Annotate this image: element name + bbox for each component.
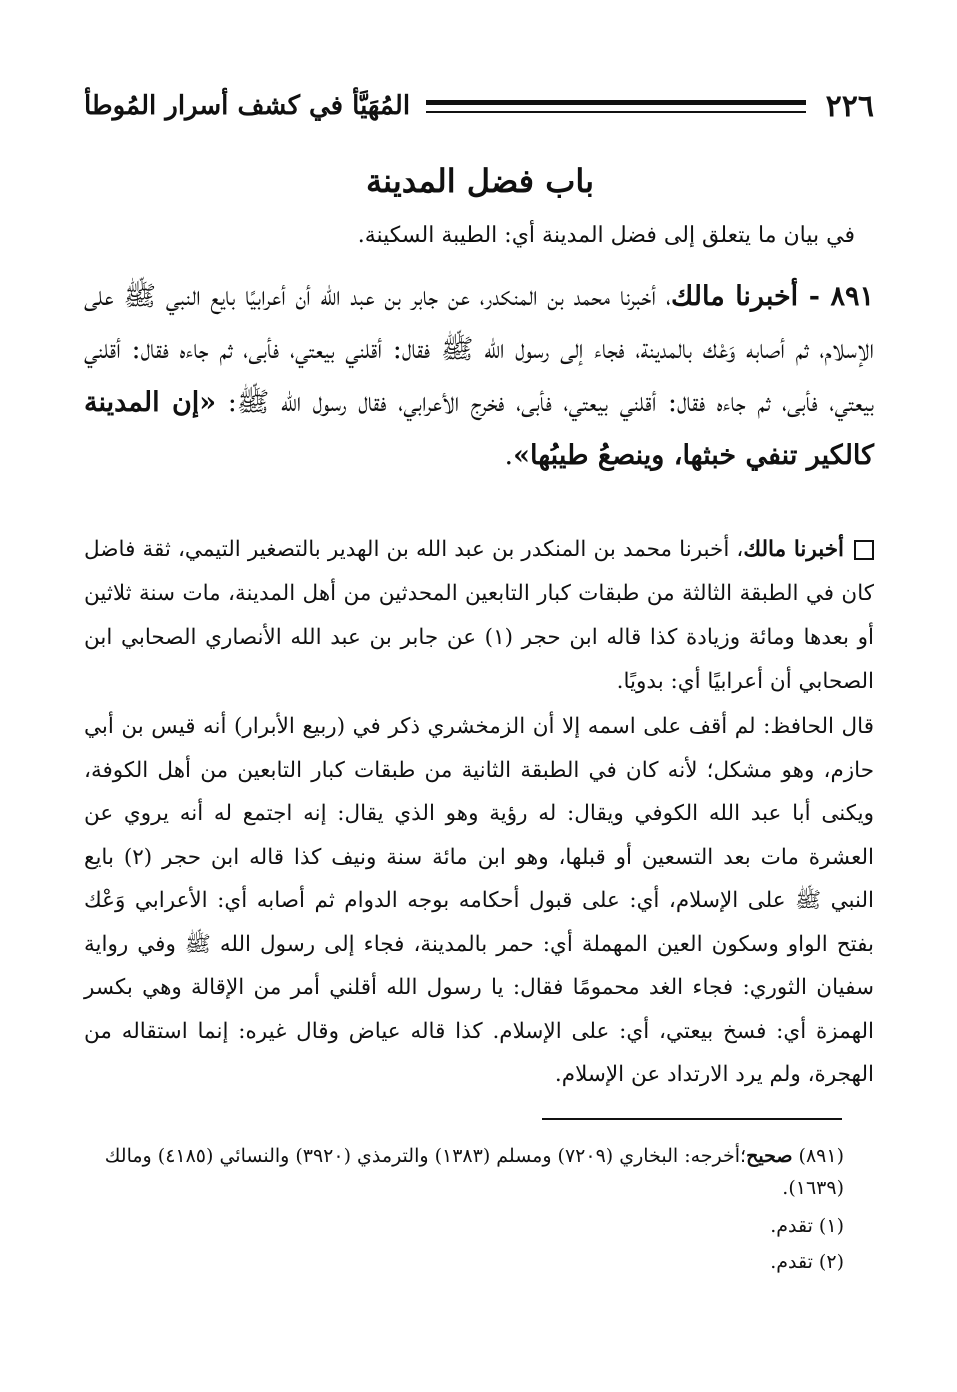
footnotes (84, 1140, 844, 1282)
commentary-paragraph-1 (84, 528, 874, 704)
footnote-main-text: أخرجه: البخاري (٧٢٠٩) ومسلم (١٣٨٣) والترمذي (٣٩٢٠) والنسائي (٤١٨٥) ومالك (١٦٣٩). (104, 1145, 844, 1199)
chapter-title: باب فضل المدينة (366, 162, 594, 200)
footnote-1: (١) تقدم. (770, 1215, 844, 1237)
hadith-quote: «إن المدينة كالكير تنفي خبثها، وينصعُ طيبُها» (84, 387, 874, 471)
square-marker-icon (854, 540, 874, 560)
footnote-2: (٢) تقدم. (770, 1251, 844, 1273)
footnote-grade: صحيح (746, 1145, 793, 1167)
commentary-body-1: ، أخبرنا محمد بن المنكدر بن عبد الله بن الهدير بالتصغير التيمي، ثقة فاضل كان في الطبقة الثالثة من طبقات كبار التابعين المحدثين من أهل المدينة، مات سنة ثلاثين أو بعدها ومائة وزيادة كذا قاله ابن حجر (١) عن جابر بن عبد الله الأنصاري الصحابي ابن الصحابي أن أعرابيًا أي: بدويًا. (84, 537, 874, 694)
footnote-main-number: (٨٩١) (798, 1145, 844, 1167)
page-number: ٢٢٦ (825, 88, 874, 124)
hadith-lead: ٨٩١ - أخبرنا مالك (670, 281, 874, 312)
header-rule (426, 100, 806, 113)
running-title: المُهَيَّأ في كشف أسرار المُوطأ (84, 91, 411, 121)
hadith-text (84, 270, 874, 482)
hadith-body: ، أخبرنا محمد بن المنكدر، عن جابر بن عبد الله أن أعرابيًا بايع النبي ﷺ على الإسلام، ثم أصابه وَعْك بالمدينة، فجاء إلى رسول الله ﷺ فقال: أقلني بيعتي، فأبى، ثم جاءه فقال: أقلني بيعتي، فأبى، ثم جاءه فقال: أقلني بيعتي، فأبى، فخرج الأعرابي، فقال رسول الله ﷺ: (84, 281, 874, 418)
chapter-intro: في بيان ما يتعلق إلى فضل المدينة أي: الطيبة السكينة. (357, 223, 855, 248)
commentary-lead: أخبرنا مالك (743, 537, 844, 562)
hadith-end: . (504, 440, 514, 471)
page-header (84, 86, 874, 126)
commentary-paragraph-2: قال الحافظ: لم أقف على اسمه إلا أن الزمخشري ذكر في (ربيع الأبرار) أنه قيس بن أبي حازم، وهو مشكل؛ لأنه كان في الطبقة الثانية من طبقات كبار التابعين من أهل الكوفة، ويكنى أبا عبد الله الكوفي ويقال: له رؤية وهو الذي يقال: إنه اجتمع له أنه يروي عن العشرة مات بعد التسعين أو قبلها، وهو ابن مائة سنة ونيف كذا قاله ابن حجر (٢) بايع النبي ﷺ على الإسلام، أي: على قبول أحكامه بوجه الدوام ثم أصابه أي: الأعرابي وَعْك بفتح الواو وسكون العين المهملة أي: حمر بالمدينة، فجاء إلى رسول الله ﷺ وفي رواية سفيان الثوري: فجاء الغد محمومًا فقال: يا رسول الله أقلني أمر من الإقالة وهي بكسر الهمزة أي: فسخ بيعتي، أي: على الإسلام. كذا قاله عياض وقال غيره: إنما استقاله من الهجرة، ولم يرد الارتداد عن الإسلام. (84, 714, 874, 1087)
footnote-main: (٨٩١) صحيح؛أخرجه: البخاري (٧٢٠٩) ومسلم (١٣٨٣) والترمذي (٣٩٢٠) والنسائي (٤١٨٥) ومالك (١٦٣٩). (104, 1145, 844, 1199)
footnote-separator (542, 1118, 842, 1120)
